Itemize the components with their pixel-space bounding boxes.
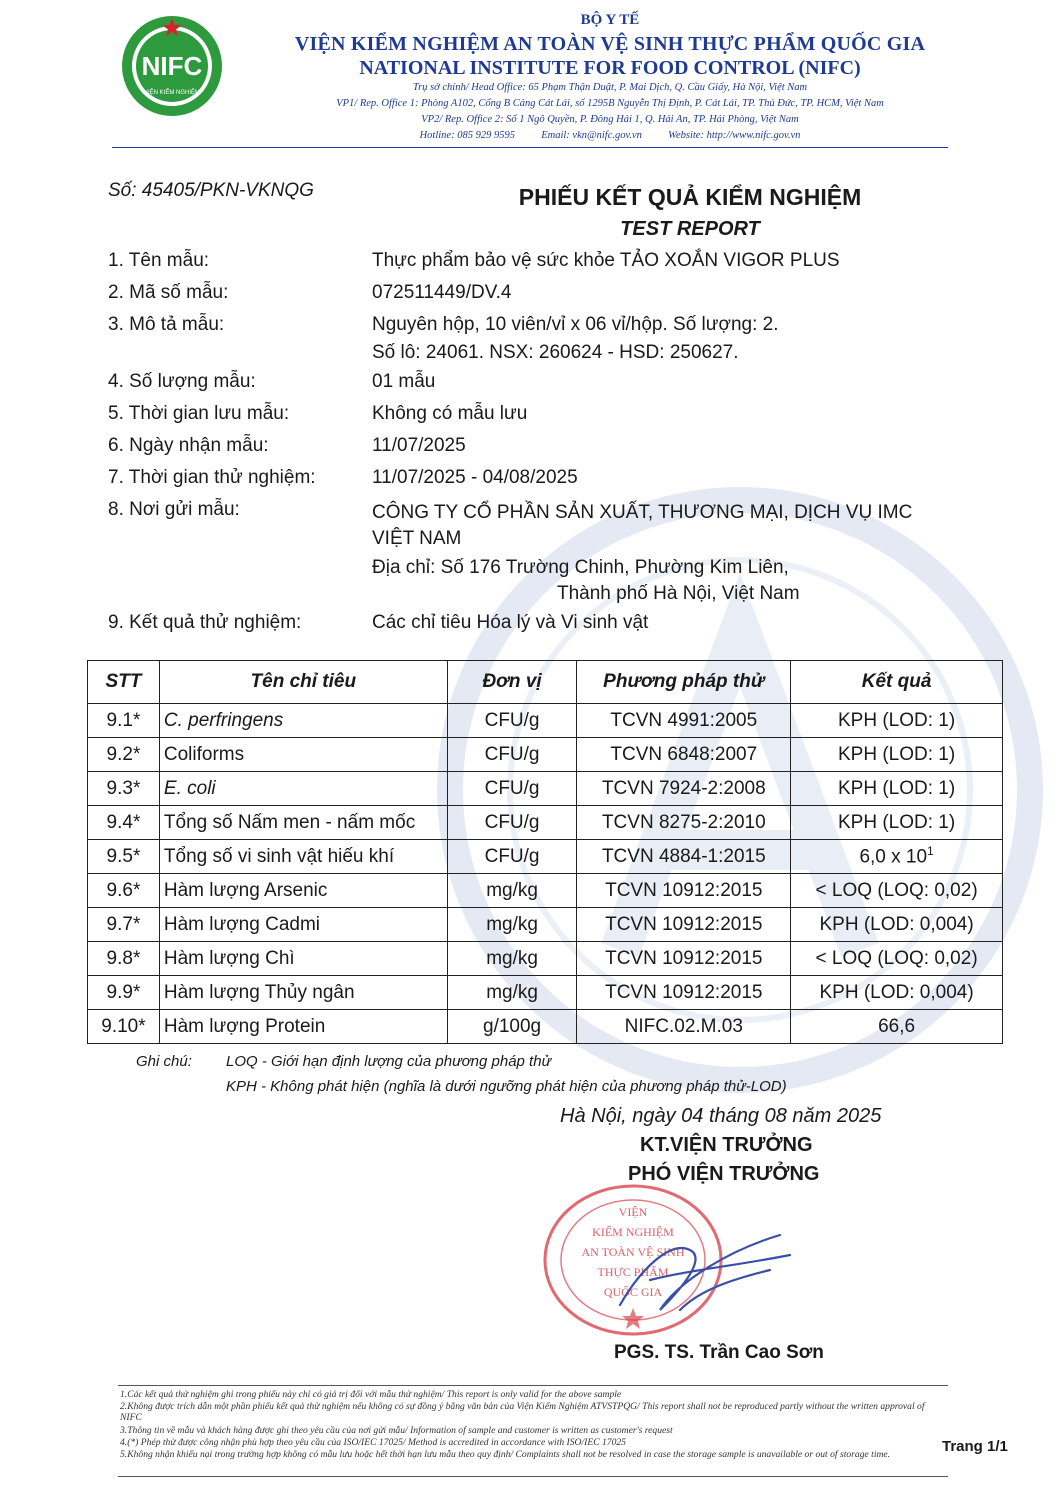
header-office-2: VP2/ Rep. Office 2: Số 1 Ngô Quyền, P. Đông Hải 1, Q. Hải An, TP. Hải Phòng, Việt Nam: [421, 114, 799, 125]
cell-stt: 9.5*: [88, 840, 160, 874]
header-stt: STT: [88, 661, 160, 704]
cell-unit: CFU/g: [447, 738, 577, 772]
cell-name: Hàm lượng Thủy ngân: [159, 976, 447, 1010]
cell-unit: mg/kg: [447, 942, 577, 976]
nifc-logo: [120, 14, 224, 118]
cell-result: [791, 840, 1003, 874]
header-contact: Hotline: 085 929 9595 Email: vkn@nifc.gov.vn Website: http://www.nifc.gov.vn: [419, 130, 801, 141]
cell-method: TCVN 10912:2015: [577, 942, 791, 976]
cell-method: TCVN 6848:2007: [577, 738, 791, 772]
table-row: [88, 874, 1003, 908]
test-period-label: 7. Thời gian thử nghiệm:: [108, 467, 316, 488]
stamp-line-2: KIỂM NGHIỆM: [592, 1225, 674, 1239]
note-kph: KPH - Không phát hiện (nghĩa là dưới ngưỡng phát hiện của phương pháp thử-LOD): [226, 1078, 787, 1095]
cell-stt: 9.4*: [88, 806, 160, 840]
svg-text:VIỆN KIỂM NGHIỆM: VIỆN KIỂM NGHIỆM: [143, 90, 201, 96]
retention-label: 5. Thời gian lưu mẫu:: [108, 403, 290, 424]
cell-stt: 9.8*: [88, 942, 160, 976]
table-row: [88, 908, 1003, 942]
sender-line-2: VIỆT NAM: [372, 528, 462, 549]
stamp-line-3: AN TOÀN VỆ SINH: [581, 1245, 685, 1259]
result-label: 9. Kết quả thử nghiệm:: [108, 612, 302, 633]
cell-result: KPH (LOD: 1): [791, 738, 1003, 772]
footer-line-4: 4.(*) Phép thử được công nhận phù hợp theo yêu cầu của ISO/IEC 17025/ Method is accredited in accordance with ISO/IEC 17025: [120, 1437, 626, 1448]
stamp-line-5: QUỐC GIA: [603, 1285, 663, 1299]
sender-address-line-1: Địa chỉ: Số 176 Trường Chinh, Phường Kim Liên,: [372, 557, 789, 578]
table-row: [88, 976, 1003, 1010]
result-exponent: 1: [927, 844, 934, 859]
cell-result: KPH (LOD: 1): [791, 772, 1003, 806]
footer-line-2: 2.Không được trích dẫn một phần phiếu kết quả thử nghiệm nếu không có sự đồng ý bằng văn bản của Viện Kiểm Nghiệm ATVSTPQG/ This report shall not be reproduced partly without the written approval of NIFC: [120, 1401, 925, 1424]
cell-method: NIFC.02.M.03: [577, 1010, 791, 1044]
page-number: Trang 1/1: [942, 1438, 1008, 1455]
header-institute-name-vi: VIỆN KIỂM NGHIỆM AN TOÀN VỆ SINH THỰC PHẨM QUỐC GIA: [294, 33, 926, 55]
description-label: 3. Mô tả mẫu:: [108, 314, 225, 335]
cell-name: Tổng số vi sinh vật hiếu khí: [159, 840, 447, 874]
header-office-1: VP1/ Rep. Office 1: Phòng A102, Cổng B Cảng Cát Lái, số 1295B Nguyễn Thị Định, P. Cát Lái, TP. Thủ Đức, TP. HCM, Việt Nam: [336, 98, 884, 109]
report-title-vi: PHIẾU KẾT QUẢ KIỂM NGHIỆM: [518, 184, 862, 210]
header-ministry: BỘ Y TẾ: [580, 12, 640, 28]
cell-method: TCVN 10912:2015: [577, 976, 791, 1010]
sample-name-label: 1. Tên mẫu:: [108, 250, 210, 271]
received-date: 11/07/2025: [372, 435, 466, 456]
stamp-line-1: VIỆN: [618, 1205, 648, 1219]
table-row: [88, 772, 1003, 806]
table-row: [88, 806, 1003, 840]
notes-label: Ghi chú:: [136, 1053, 192, 1070]
cell-method: TCVN 8275-2:2010: [577, 806, 791, 840]
header-head-office: Trụ sở chính/ Head Office: 65 Phạm Thận Duật, P. Mai Dịch, Q. Cầu Giấy, Hà Nội, Việt Nam: [412, 82, 808, 93]
cell-name: C. perfringens: [159, 704, 447, 738]
handwritten-signature: [597, 1210, 800, 1330]
cell-result: KPH (LOD: 1): [791, 704, 1003, 738]
cell-method: TCVN 7924-2:2008: [577, 772, 791, 806]
cell-stt: 9.2*: [88, 738, 160, 772]
header-unit: Đơn vị: [447, 661, 577, 704]
cell-name: Tổng số Nấm men - nấm mốc: [159, 806, 447, 840]
sample-code: 072511449/DV.4: [372, 282, 512, 303]
report-title-en: TEST REPORT: [620, 218, 760, 240]
description-line-2: Số lô: 24061. NSX: 260624 - HSD: 250627.: [372, 342, 739, 363]
cell-stt: 9.1*: [88, 704, 160, 738]
signature-role-1: KT.VIỆN TRƯỞNG: [640, 1134, 813, 1156]
cell-result: 66,6: [791, 1010, 1003, 1044]
cell-unit: mg/kg: [447, 976, 577, 1010]
result-summary: Các chỉ tiêu Hóa lý và Vi sinh vật: [372, 612, 649, 633]
sender-address-line-2: Thành phố Hà Nội, Việt Nam: [557, 583, 800, 604]
signature-role-2: PHÓ VIỆN TRƯỞNG: [628, 1163, 820, 1185]
header-name: Tên chỉ tiêu: [159, 661, 447, 704]
footer-bottom-divider: [118, 1476, 948, 1477]
cell-name: E. coli: [159, 772, 447, 806]
table-row: [88, 840, 1003, 874]
cell-name: Hàm lượng Arsenic: [159, 874, 447, 908]
cell-stt: 9.10*: [88, 1010, 160, 1044]
cell-unit: g/100g: [447, 1010, 577, 1044]
report-number: Số: 45405/PKN-VKNQG: [108, 180, 314, 201]
cell-stt: 9.9*: [88, 976, 160, 1010]
cell-method: TCVN 10912:2015: [577, 874, 791, 908]
cell-stt: 9.6*: [88, 874, 160, 908]
cell-result: KPH (LOD: 0,004): [791, 908, 1003, 942]
table-row: [88, 738, 1003, 772]
cell-unit: mg/kg: [447, 908, 577, 942]
table-row: [88, 942, 1003, 976]
cell-unit: CFU/g: [447, 772, 577, 806]
cell-result: < LOQ (LOQ: 0,02): [791, 874, 1003, 908]
retention: Không có mẫu lưu: [372, 403, 528, 424]
signature-date: Hà Nội, ngày 04 tháng 08 năm 2025: [560, 1105, 882, 1127]
sender-line-1: CÔNG TY CỔ PHẦN SẢN XUẤT, THƯƠNG MẠI, DỊCH VỤ IMC: [372, 502, 913, 523]
cell-stt: 9.7*: [88, 908, 160, 942]
header-institute-name-en: NATIONAL INSTITUTE FOR FOOD CONTROL (NIFC): [359, 57, 861, 79]
cell-result: KPH (LOD: 1): [791, 806, 1003, 840]
cell-unit: CFU/g: [447, 704, 577, 738]
received-date-label: 6. Ngày nhận mẫu:: [108, 435, 269, 456]
description-line-1: Nguyên hộp, 10 viên/vỉ x 06 vỉ/hộp. Số lượng: 2.: [372, 314, 779, 335]
table-row: [88, 704, 1003, 738]
footer-line-1: 1.Các kết quả thử nghiệm ghi trong phiếu này chỉ có giá trị đối với mẫu thử nghiệm/ This report is only valid for the above sample: [120, 1389, 622, 1400]
header-divider: [112, 147, 948, 148]
cell-unit: CFU/g: [447, 806, 577, 840]
cell-name: Hàm lượng Chì: [159, 942, 447, 976]
cell-name: Hàm lượng Cadmi: [159, 908, 447, 942]
sample-code-label: 2. Mã số mẫu:: [108, 282, 229, 303]
sender-label: 8. Nơi gửi mẫu:: [108, 499, 240, 520]
cell-unit: mg/kg: [447, 874, 577, 908]
cell-method: TCVN 4991:2005: [577, 704, 791, 738]
svg-text:NIFC: NIFC: [141, 51, 203, 81]
cell-unit: CFU/g: [447, 840, 577, 874]
cell-name: Hàm lượng Protein: [159, 1010, 447, 1044]
quantity-label: 4. Số lượng mẫu:: [108, 371, 256, 392]
sample-name: Thực phẩm bảo vệ sức khỏe TẢO XOẮN VIGOR PLUS: [372, 250, 840, 271]
footer-divider: [118, 1385, 948, 1386]
quantity: 01 mẫu: [372, 371, 436, 392]
test-period: 11/07/2025 - 04/08/2025: [372, 467, 578, 488]
cell-result: KPH (LOD: 0,004): [791, 976, 1003, 1010]
results-table: [87, 660, 1003, 1044]
header-result: Kết quả: [791, 661, 1003, 704]
note-loq: LOQ - Giới hạn định lượng của phương pháp thử: [226, 1053, 552, 1070]
signer-name: PGS. TS. Trần Cao Sơn: [614, 1342, 824, 1363]
footer-line-3: 3.Thông tin về mẫu và khách hàng được ghi theo yêu cầu của nơi gửi mẫu/ Information of sample and customer is written as customer's request: [120, 1425, 673, 1436]
table-row: [88, 1010, 1003, 1044]
stamp-line-4: THỰC PHẨM: [597, 1265, 669, 1279]
result-base: 6,0 x 10: [859, 846, 928, 868]
cell-stt: 9.3*: [88, 772, 160, 806]
header-method: Phương pháp thử: [577, 661, 791, 704]
cell-method: TCVN 10912:2015: [577, 908, 791, 942]
cell-name: Coliforms: [159, 738, 447, 772]
footer-line-5: 5.Không nhận khiếu nại trong trường hợp không có mẫu lưu hoặc hết thời hạn lưu mẫu theo quy định/ Complaints shall not be resolved in case the storage sample is unavailable or out of storage time.: [120, 1449, 891, 1460]
cell-method: TCVN 4884-1:2015: [577, 840, 791, 874]
cell-result: < LOQ (LOQ: 0,02): [791, 942, 1003, 976]
table-header-row: [88, 661, 1003, 704]
